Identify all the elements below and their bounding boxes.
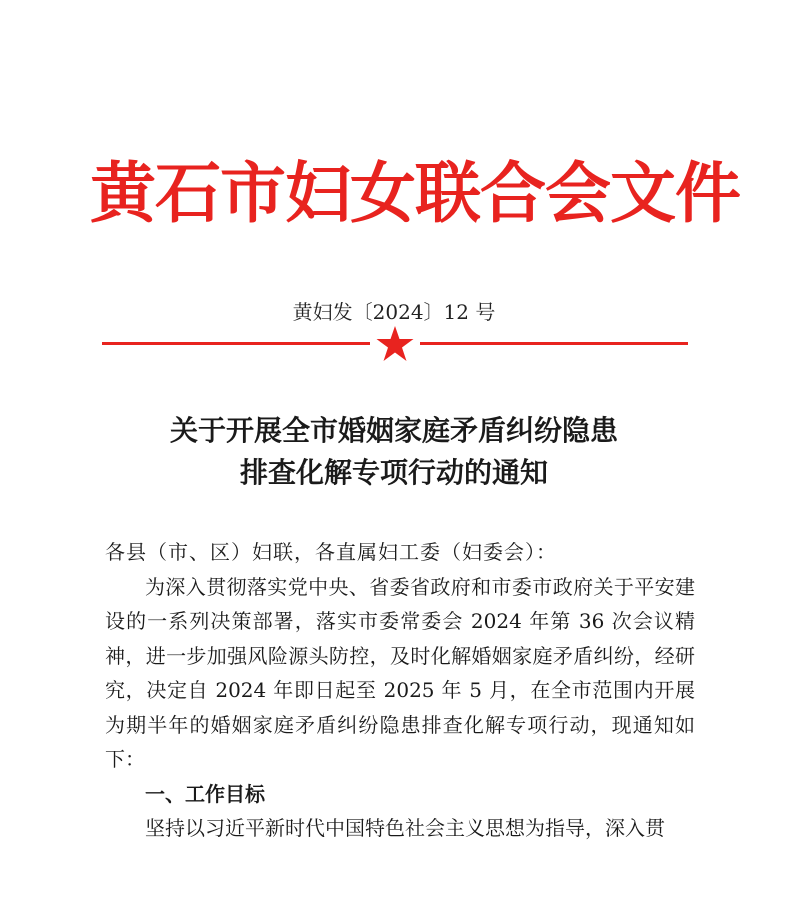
body-paragraph-2: 坚持以习近平新时代中国特色社会主义思想为指导，深入贯 bbox=[145, 816, 665, 840]
document-number: 黄妇发〔2024〕12 号 bbox=[292, 300, 496, 324]
red-rule-right bbox=[420, 342, 688, 345]
red-rule-left bbox=[102, 342, 370, 345]
section-heading-goals: 一、工作目标 bbox=[145, 781, 265, 806]
notice-title-line-1: 关于开展全市婚姻家庭矛盾纠纷隐患 bbox=[169, 414, 618, 447]
red-star-icon bbox=[376, 326, 414, 362]
salutation: 各县（市、区）妇联，各直属妇工委（妇委会）： bbox=[105, 540, 557, 564]
body-paragraph-1: 为深入贯彻落实党中央、省委省政府和市委市政府关于平安建设的一系列决策部署，落实市委常委会 2024 年第 36 次会议精神，进一步加强风险源头防控，及时化解婚姻家庭矛盾纠纷，经研究，决定自 2024 年即日起至 2025 年 5 月，在全市范围内开展为期半年的婚姻家庭矛盾纠纷隐患排查化解专项行动，现通知如下： bbox=[105, 574, 695, 771]
organization-title: 黄石市妇女联合会文件 bbox=[90, 154, 740, 232]
document-body bbox=[105, 535, 695, 846]
notice-title bbox=[0, 410, 788, 494]
notice-title-line-2: 排查化解专项行动的通知 bbox=[239, 456, 548, 489]
